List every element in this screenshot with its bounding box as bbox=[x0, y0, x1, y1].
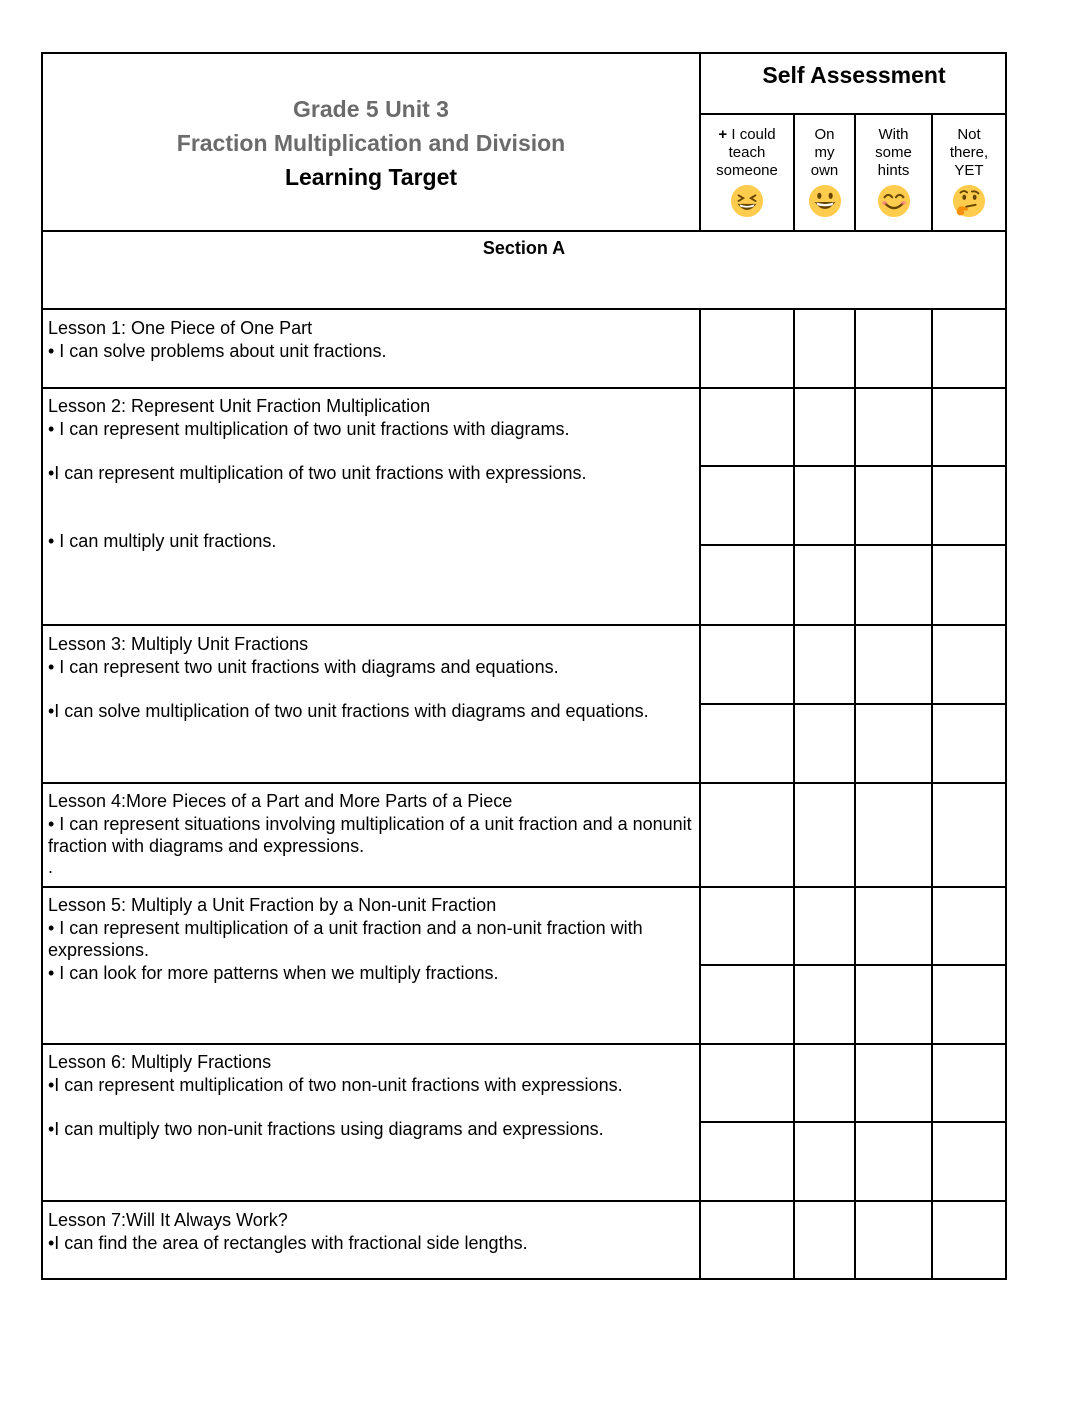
smiling-face-icon bbox=[877, 184, 911, 218]
lesson-6-cell bbox=[48, 1051, 698, 1141]
lesson-7-cell bbox=[48, 1209, 698, 1254]
lesson-5-cell bbox=[48, 894, 698, 984]
lesson-6-title: Lesson 6: Multiply Fractions bbox=[48, 1052, 272, 1072]
lesson-1-cell bbox=[48, 317, 698, 362]
lesson-6-subrow-1 bbox=[699, 1121, 1007, 1123]
lesson-5-target-1: • I can represent multiplication of a unit fraction and a non-unit fraction with expressions. bbox=[48, 917, 643, 960]
learning-target-table bbox=[41, 52, 1007, 1280]
lesson-6-target-1: •I can represent multiplication of two non-unit fractions with expressions. bbox=[48, 1074, 623, 1095]
lesson-2-subrow-1 bbox=[699, 465, 1007, 467]
body-divider-target bbox=[699, 308, 701, 1280]
body-divider-col-1 bbox=[793, 308, 795, 1280]
rating-header-not-yet: Not there, YET bbox=[933, 126, 1005, 218]
lesson-2-target-2: •I can represent multiplication of two unit fractions with expressions. bbox=[48, 463, 587, 483]
lesson-4-title: Lesson 4:More Pieces of a Part and More Parts of a Piece bbox=[48, 791, 513, 811]
lesson-2-target-1: • I can represent multiplication of two unit fractions with diagrams. bbox=[48, 418, 570, 439]
lesson-3-target-2: •I can solve multiplication of two unit fractions with diagrams and equations. bbox=[48, 701, 649, 721]
worksheet-title bbox=[41, 92, 701, 194]
lesson-5-target-2: • I can look for more patterns when we multiply fractions. bbox=[48, 962, 499, 983]
lesson-5-subrow-1 bbox=[699, 964, 1007, 966]
table-border-left bbox=[41, 52, 43, 1280]
grade-unit-title: Grade 5 Unit 3 bbox=[293, 96, 449, 122]
lesson-1-bottom bbox=[41, 387, 1007, 389]
unit-topic-title: Fraction Multiplication and Division bbox=[176, 130, 566, 156]
self-assessment-heading: Self Assessment bbox=[762, 62, 946, 88]
grinning-face-icon bbox=[808, 184, 842, 218]
lesson-2-cell bbox=[48, 395, 698, 552]
grinning-squinting-face-icon bbox=[730, 184, 764, 218]
lesson-7-title: Lesson 7:Will It Always Work? bbox=[48, 1210, 288, 1230]
lesson-2-subrow-2 bbox=[699, 544, 1007, 546]
thinking-face-icon bbox=[952, 184, 986, 218]
rating-header-own: On my own bbox=[795, 126, 854, 218]
rating-header-hints: With some hints bbox=[856, 126, 931, 218]
lesson-3-subrow-1 bbox=[699, 703, 1007, 705]
body-divider-col-2 bbox=[854, 308, 856, 1280]
divider-section-bottom bbox=[41, 308, 1007, 310]
divider-sa-title bbox=[699, 113, 1007, 115]
lesson-6-target-2: •I can multiply two non-unit fractions using diagrams and expressions. bbox=[48, 1119, 604, 1139]
lesson-2-bottom bbox=[41, 624, 1007, 626]
lesson-4-cell bbox=[48, 790, 698, 876]
lesson-7-target-1: •I can find the area of rectangles with fractional side lengths. bbox=[48, 1232, 528, 1253]
lesson-4-bottom bbox=[41, 886, 1007, 888]
table-border-bottom bbox=[41, 1278, 1007, 1280]
table-border-right bbox=[1005, 52, 1007, 1280]
lesson-1-target-1: • I can solve problems about unit fractions. bbox=[48, 340, 387, 361]
plus-sign: + bbox=[718, 126, 728, 143]
section-a-label: Section A bbox=[482, 238, 566, 258]
table-border-top bbox=[41, 52, 1007, 54]
lesson-2-target-3: • I can multiply unit fractions. bbox=[48, 530, 277, 551]
lesson-4-target-1: • I can represent situations involving multiplication of a unit fraction and a nonunit fraction with diagrams and expressions. bbox=[48, 813, 692, 856]
lesson-5-title: Lesson 5: Multiply a Unit Fraction by a Non-unit Fraction bbox=[48, 895, 497, 915]
lesson-3-target-1: • I can represent two unit fractions with diagrams and equations. bbox=[48, 656, 559, 677]
lesson-1-title: Lesson 1: One Piece of One Part bbox=[48, 318, 313, 338]
lesson-2-title: Lesson 2: Represent Unit Fraction Multiplication bbox=[48, 396, 431, 416]
lesson-3-title: Lesson 3: Multiply Unit Fractions bbox=[48, 634, 309, 654]
lesson-5-bottom bbox=[41, 1043, 1007, 1045]
lesson-3-bottom bbox=[41, 782, 1007, 784]
divider-header-bottom bbox=[41, 230, 1007, 232]
body-divider-col-3 bbox=[931, 308, 933, 1280]
lesson-4-target-2: . bbox=[48, 856, 54, 877]
lesson-3-cell bbox=[48, 633, 698, 723]
rating-header-teach: + I could teach someone bbox=[701, 126, 793, 218]
learning-target-heading: Learning Target bbox=[284, 164, 458, 190]
lesson-6-bottom bbox=[41, 1200, 1007, 1202]
